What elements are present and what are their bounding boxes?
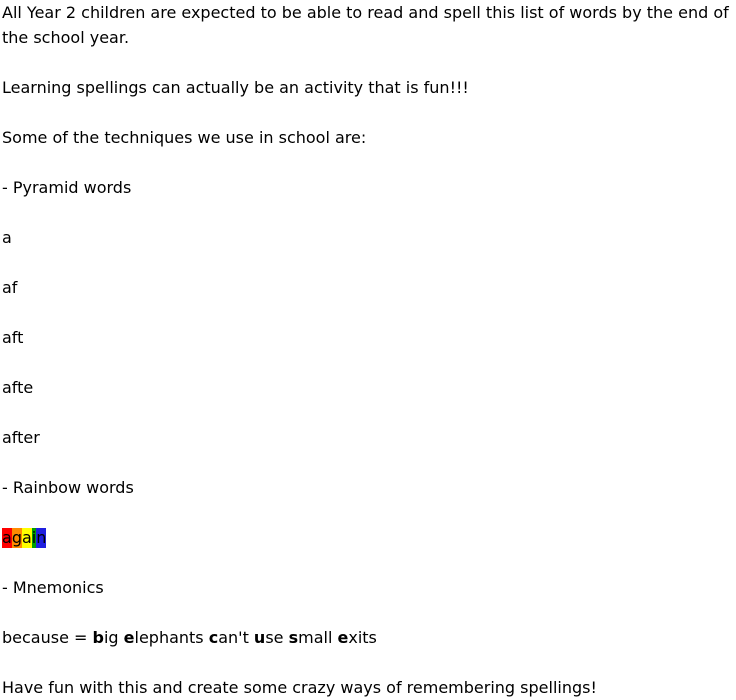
mnemonic-initial: e [337,628,349,647]
pyramid-line: af [2,278,18,297]
mnemonic-rest: se [265,628,289,647]
mnemonic-initial: s [288,628,299,647]
spacer [2,150,734,175]
mnemonic-rest: lephants [134,628,209,647]
spacer [2,500,734,525]
mnemonic-rest: xits [348,628,377,647]
spacer [2,200,734,225]
mnemonic-equals: = [68,628,93,647]
mnemonic-initial: c [208,628,219,647]
fun-paragraph: Learning spellings can actually be an activity that is fun!!! [2,78,469,97]
mnemonic-initial: u [253,628,266,647]
pyramid-line: after [2,428,40,447]
mnemonic-rest: mall [298,628,338,647]
intro-paragraph: All Year 2 children are expected to be able to read and spell this list of words by the end of the school year. [2,3,729,47]
rainbow-letter: g [11,528,22,547]
spacer [2,650,734,675]
mnemonic-word: because [2,628,69,647]
closing-paragraph: Have fun with this and create some crazy ways of remembering spellings! [2,678,597,697]
pyramid-heading: - Pyramid words [2,178,132,197]
rainbow-letter: a [2,528,12,547]
mnemonics-heading: - Mnemonics [2,578,104,597]
rainbow-word [2,528,46,548]
mnemonic-line [2,625,734,650]
mnemonic-rest: ig [103,628,124,647]
rainbow-letter: i [31,528,37,547]
spacer [2,100,734,125]
document-content [2,0,734,700]
mnemonic-initial: b [92,628,104,647]
spacer [2,300,734,325]
spacer [2,400,734,425]
spacer [2,450,734,475]
spacer [2,50,734,75]
mnemonic-rest: an't [218,628,254,647]
rainbow-letter: a [21,528,32,547]
spacer [2,600,734,625]
rainbow-heading: - Rainbow words [2,478,134,497]
mnemonic-initial: e [123,628,135,647]
spacer [2,350,734,375]
rainbow-word-line [2,525,734,550]
techniques-intro: Some of the techniques we use in school are: [2,128,367,147]
spacer [2,550,734,575]
spacer [2,250,734,275]
rainbow-letter: n [36,528,47,547]
pyramid-line: afte [2,378,34,397]
pyramid-line: a [2,228,12,247]
pyramid-line: aft [2,328,24,347]
